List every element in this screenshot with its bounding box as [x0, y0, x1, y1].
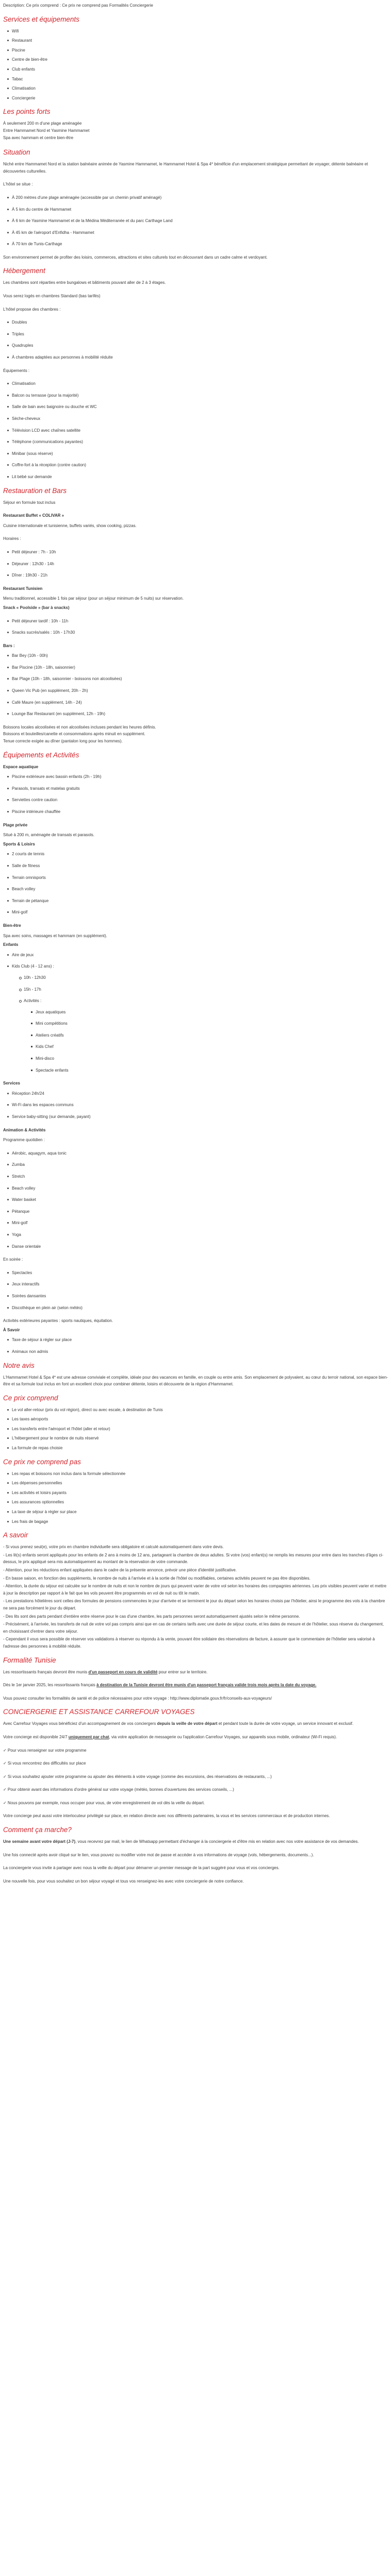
list-item: Mini-disco — [27, 1055, 388, 1062]
list-item: Quadruples — [3, 342, 388, 349]
ne-comprend-list — [3, 1470, 388, 1526]
list-item: 15h - 17h — [15, 986, 388, 993]
enfants-list — [3, 952, 388, 1074]
room-equipment-list — [3, 380, 388, 480]
activites-title: Équipements et Activités — [3, 751, 79, 759]
restauration-paragraph: Horaires : — [3, 536, 21, 541]
list-item: À chambres adaptées aux personnes à mobilité réduite — [3, 354, 388, 361]
points-forts-title: Les points forts — [3, 108, 51, 116]
list-item: Aire de jeux — [3, 952, 388, 959]
list-item: Piscine extérieure avec bassin enfants (2h - 19h) — [3, 773, 388, 781]
formalite-emphasis: d'un passeport en cours de validité — [88, 1669, 158, 1674]
list-item: Bar Piscine (10h - 18h, saisonnier) — [3, 664, 388, 671]
tunisian-restaurant-heading: Restaurant Tunisien — [3, 586, 43, 591]
restauration-paragraph: Cuisine internationale et tunisienne, buffets variés, show cooking, pizzas. — [3, 523, 137, 528]
savoir-paragraph: - Attention, pour les réductions enfant appliquées dans le cadre de la présente annonce, prévoir une pièce d'identité justificative. — [3, 1568, 237, 1572]
conciergerie-paragraph — [3, 1734, 388, 1741]
list-item: Sèche-cheveux — [3, 415, 388, 422]
bien-etre-paragraph: Spa avec soins, massages et hammam (en supplément). — [3, 933, 107, 938]
list-item: Zumba — [3, 1161, 388, 1168]
services-title: Services et équipements — [3, 15, 79, 23]
list-item: Parasols, transats et matelas gratuits — [3, 785, 388, 792]
hebergement-title: Hébergement — [3, 267, 45, 275]
a-savoir-list — [3, 1336, 388, 1355]
conciergerie-text: Avec Carrefour Voyages vous bénéficiez d'un accompagnement de vos conciergers — [3, 1721, 157, 1726]
list-item: Tabac — [3, 76, 388, 83]
list-item: 2 courts de tennis — [3, 851, 388, 858]
kids-activities-list — [27, 1009, 388, 1074]
comment-paragraph: Une fois connecté après avoir cliqué sur le lien, vous pouvez ou modifier votre mot de passe et accéder à vos informations de voyage (vols, hébergements, documents...). — [3, 1852, 314, 1857]
snack-list — [3, 618, 388, 636]
formalite-paragraph — [3, 1682, 388, 1689]
hebergement-paragraph: Vous serez logés en chambres Standard (bas tarifés) — [3, 294, 101, 299]
list-item: Jeux interactifs — [3, 1281, 388, 1288]
comment-paragraph: La conciergerie vous invite à partager avec nous la veille du départ pour démarrer un premier message de la part suggéré pour vous et vos concierges. — [3, 1866, 280, 1871]
list-item: Restaurant — [3, 37, 388, 44]
list-item: Pétanque — [3, 1208, 388, 1215]
list-item: Water basket — [3, 1196, 388, 1204]
list-item: À 70 km de Tunis-Carthage — [3, 241, 388, 248]
kids-club-label: Kids Club (4 - 12 ans) : — [12, 964, 54, 969]
hebergement-paragraph: L'hôtel propose des chambres : — [3, 307, 61, 312]
formalite-text: Dès le 1er janvier 2025, les ressortissants français — [3, 1683, 96, 1688]
animation-heading: Animation & Activités — [3, 1127, 46, 1132]
bars-list — [3, 652, 388, 718]
list-item: Snacks sucrés/salés : 10h - 17h30 — [3, 629, 388, 636]
list-item: À 200 mètres d'une plage aménagée (accessible par un chemin privatif aménagé) — [3, 194, 388, 201]
conciergerie-check-item: ✓ Pour vous renseigner sur votre programme — [3, 1748, 87, 1753]
activites-paragraph: Activités extérieures payantes : sports nautiques, équitation. — [3, 1318, 113, 1324]
conciergerie-title: CONCIERGERIE ET ASSISTANCE CARREFOUR VOYAGES — [3, 1708, 195, 1716]
note-line: Boissons et bouteilles/canette et consommations après minuit en supplément. — [3, 732, 145, 737]
list-item: Les transferts entre l'aéroport et l'hôtel (aller et retour) — [3, 1426, 388, 1433]
list-item: Réception 24h/24 — [3, 1090, 388, 1097]
soiree-list — [3, 1269, 388, 1311]
comment-paragraph: Une nouvelle fois, pour vous souhaitez un bon séjour voyagé et tous vos renseignez-les avec votre conciergerie de notre confiance. — [3, 1878, 244, 1884]
savoir-paragraph: - Des lits sont des parts pendant d'entière entre réserve pour le cas d'une chambre, les parts personnes seront automatiquement ajustés selon le même personne. — [3, 1614, 300, 1619]
formalite-text: pour entrer sur le territoire. — [157, 1669, 208, 1674]
sports-list — [3, 851, 388, 916]
restauration-paragraph: Séjour en formule tout inclus — [3, 500, 56, 505]
savoir-paragraph: - En basse saison, en fonction des suppléments, le nombre de nuits à l'arrivée et à la sortie de l'hôtel ou modifiables, certaines activités peuvent ne pas être disponibles. — [3, 1575, 311, 1581]
list-item: Les frais de bagage — [3, 1518, 388, 1526]
kids-activities-label: Activités : — [24, 998, 42, 1004]
list-item: Piscine — [3, 47, 388, 54]
points-forts-line: Entre Hammamet Nord et Yasmine Hammamet — [3, 128, 90, 133]
list-item: Taxe de séjour à régler sur place — [3, 1336, 388, 1344]
list-item: Ateliers créatifs — [27, 1032, 388, 1039]
conciergerie-text: et pendant toute la durée de votre voyage, un service innovant et exclusif. — [217, 1721, 354, 1726]
list-item: Télévision LCD avec chaînes satellite — [3, 427, 388, 434]
situation-paragraph: L'hôtel se situe : — [3, 182, 33, 187]
buffet-hours-list — [3, 549, 388, 579]
list-item: Bar Plage (10h - 18h, saisonnier - boissons non alcoolisées) — [3, 675, 388, 683]
list-item: Kids Chef — [27, 1043, 388, 1050]
list-item: Serviettes contre caution — [3, 796, 388, 804]
list-item: Spectacle enfants — [27, 1067, 388, 1074]
list-item: Déjeuner : 12h30 - 14h — [3, 561, 388, 568]
list-item: Triples — [3, 331, 388, 338]
list-item: Lit bébé sur demande — [3, 473, 388, 481]
comment-paragraph — [3, 1838, 388, 1845]
hebergement-paragraph: Les chambres sont réparties entre bungalows et bâtiments pouvant aller de 2 à 3 étages. — [3, 280, 166, 285]
list-item: La taxe de séjour à régler sur place — [3, 1509, 388, 1516]
list-item: Climatisation — [3, 85, 388, 92]
snack-heading: Snack « Poolside » (bar à snacks) — [3, 605, 70, 610]
restauration-notes — [3, 724, 388, 745]
conciergerie-text: Votre concierge est disponible 24/7 — [3, 1734, 69, 1739]
list-item: Spectacles — [3, 1269, 388, 1277]
list-item: Beach volley — [3, 1185, 388, 1192]
list-item: Coffre-fort à la réception (contre caution) — [3, 462, 388, 469]
points-forts-text — [3, 120, 388, 141]
list-item: Wi-Fi dans les espaces communs — [3, 1101, 388, 1109]
avis-title: Notre avis — [3, 1361, 35, 1369]
plage-heading: Plage privée — [3, 822, 28, 827]
list-item: Queen Vic Pub (en supplément, 20h - 2h) — [3, 687, 388, 694]
list-item — [15, 997, 388, 1074]
savoir-paragraph: - Les lit(s) enfants seront appliqués pour les enfants de 2 ans à moins de 12 ans, partageant la chambre de deux adultes. Si votre (vos) enfant(s) ne remplis les mesures pour entre dans les tranches d'âges ci-dessus, le prix appliqué sera mis automatiquement au montant de la réservation de votre commande. — [3, 1552, 384, 1565]
espace-aquatique-list — [3, 773, 388, 815]
list-item: Discothèque en plein air (selon météo) — [3, 1304, 388, 1312]
bars-heading: Bars : — [3, 643, 15, 648]
list-item: Beach volley — [3, 886, 388, 893]
list-item: Terrain omnisports — [3, 874, 388, 882]
plage-paragraph: Situé à 200 m, aménagée de transats et parasols. — [3, 833, 94, 838]
situation-paragraph: Son environnement permet de profiter des loisirs, commerces, attractions et sites culturels tout en découvrant dans un cadre calme et verdoyant. — [3, 255, 268, 260]
list-item: Service baby-sitting (sur demande, payant) — [3, 1113, 388, 1121]
points-forts-line: Spa avec hammam et centre bien-être — [3, 135, 74, 140]
list-item: Yoga — [3, 1231, 388, 1239]
avis-paragraph: L'Hammamet Hotel & Spa 4* est une adresse conviviale et complète, idéale pour des vacances en famille, en couple ou entre amis. Son emplacement de polyvalent, au cœur du terroir national, son espace bien-être et sa formule tout inclus en font un excellent choix pour combiner détente, loisirs et découverte de la région d'Hammamet. — [3, 1375, 388, 1387]
list-item: Les dépenses personnelles — [3, 1480, 388, 1487]
savoir-paragraph: - Si vous prenez seul(e), votre prix en chambre individuelle sera obligatoire et calculé automatiquement dans votre devis. — [3, 1545, 224, 1550]
list-item: Le vol aller-retour (prix du vol région), direct ou avec escale, à destination de Tunis — [3, 1406, 388, 1414]
list-item: Bar Bey (10h - 00h) — [3, 652, 388, 659]
list-item: Salle de bain avec baignoire ou douche et WC — [3, 403, 388, 411]
points-forts-line: À seulement 200 m d'une plage aménagée — [3, 121, 82, 126]
hotel-services-list — [3, 1090, 388, 1121]
room-types-list — [3, 319, 388, 361]
kids-hours-list — [15, 974, 388, 1074]
conciergerie-emphasis: depuis la veille de votre départ — [157, 1721, 218, 1726]
sports-heading: Sports & Loisirs — [3, 841, 35, 846]
savoir-paragraph: - Précisément, à l'arrivée, les transferts de nuit de votre vol pas compris ainsi que en cas de certains tarifs avec une durée de séjour courte, et les dates de mesure et de l'hôtelier, sous réserve du changement, en choisissant d'entrer dans votre séjour. — [3, 1622, 384, 1634]
list-item: Les assurances optionnelles — [3, 1499, 388, 1506]
list-item: Club enfants — [3, 66, 388, 73]
list-item: Petit déjeuner : 7h - 10h — [3, 549, 388, 556]
list-item: Animaux non admis — [3, 1348, 388, 1355]
animation-paragraph: Programme quotidien : — [3, 1138, 45, 1143]
bien-etre-heading: Bien-être — [3, 923, 21, 928]
situation-paragraph: Niché entre Hammamet Nord et la station balnéaire animée de Yasmine Hammamet, le Hammamet Hotel & Spa 4* bénéficie d'un emplacement stratégique permettant de voyager, détente balnéaire et découvertes culturelles. — [3, 162, 368, 174]
list-item — [3, 963, 388, 1074]
comment-text: , vous recevrez par mail, le lien de Whatsapp permettant d'échanger à la conciergerie et d'être mis en relation avec nos votre assistance de vos demandes. — [75, 1839, 359, 1844]
conciergerie-check-item: ✓ Pour obtenir avant des informations d'ordre général sur votre voyage (météo, bonnes d'ouvertures des services conseils, ...) — [3, 1787, 234, 1792]
situation-title: Situation — [3, 148, 30, 157]
conciergerie-check-item: ✓ Si vous souhaitez ajouter votre programme ou ajouter des éléments à votre voyage (comme des excursions, des réservations de restaurants, ...) — [3, 1774, 272, 1779]
list-item: Terrain de pétanque — [3, 897, 388, 905]
list-item: À 45 km de l'aéroport d'Enfidha - Hammamet — [3, 229, 388, 236]
list-item: Wifi — [3, 28, 388, 35]
list-item: Les repas et boissons non inclus dans la formule sélectionnée — [3, 1470, 388, 1478]
restauration-paragraph: Menu traditionnel, accessible 1 fois par séjour (pour un séjour minimum de 5 nuits) sur réservation. — [3, 596, 184, 601]
comment-emphasis: Une semaine avant votre départ (J-7) — [3, 1839, 76, 1844]
list-item: Dîner : 19h30 - 21h — [3, 572, 388, 579]
list-item: À 5 km du centre de Hammamet — [3, 206, 388, 213]
list-item: À 6 km de Yasmine Hammamet et de la Médina Méditerranée et du parc Carthage Land — [3, 217, 388, 225]
soiree-label: En soirée : — [3, 1257, 23, 1262]
formalite-text: Les ressortissants français devront être munis — [3, 1669, 89, 1674]
list-item: Stretch — [3, 1173, 388, 1180]
note-line: Boissons locales alcoolisées et non alcoolisées incluses pendant les heures définis. — [3, 724, 156, 730]
conciergerie-text: , via votre application de messagerie ou l'application Carrefour Voyages, sur appareils sous mobile, ordinateur (Wi-Fi requis). — [109, 1734, 337, 1739]
list-item: Les taxes aéroports — [3, 1416, 388, 1423]
list-item: Minibar (sous réserve) — [3, 450, 388, 457]
savoir-paragraph: - Attention, la durée du séjour est calculée sur le nombre de nuits et non le nombre de jours qui peuvent varier de votre vol selon les horaires des compagnies aériennes. Les prix visibles peuvent varier et mettre à jour la description par rapport à le fait que les vols peuvent être programmés en vol de nuit ou tôt le matin. — [3, 1584, 387, 1596]
conciergerie-paragraph: Votre concierge peut aussi votre interlocuteur privilégié sur place, en relation directe avec nos différents partenaires, la vous et les services commerciaux et de production internes. — [3, 1814, 330, 1819]
enfants-heading: Enfants — [3, 942, 19, 947]
conciergerie-emphasis: uniquement par chat — [68, 1734, 109, 1739]
list-item: Mini-golf — [3, 909, 388, 916]
a-savoir-heading: À Savoir — [3, 1327, 20, 1332]
list-item: Les activités et loisirs payants — [3, 1489, 388, 1497]
list-item: Aérobic, aquagym, aqua tonic — [3, 1150, 388, 1157]
list-item: Conciergerie — [3, 95, 388, 102]
list-item: Centre de bien-être — [3, 56, 388, 63]
formalite-emphasis: à destination de la Tunisie devront être munis d'un passeport français valide trois mois après la date du voyage. — [96, 1683, 317, 1688]
savoir-paragraph: - Les prestations hôtelières sont celles des formules de pensions commencées le jour d'arrivée et se terminent le jour du départ selon les horaires choisis par l'hôtelier, ainsi le programme des vols à la chambre ne sera pas forcément le jour du départ. — [3, 1599, 385, 1611]
list-item: Téléphone (communications payantes) — [3, 438, 388, 446]
ne-comprend-title: Ce prix ne comprend pas — [3, 1458, 81, 1466]
services-list — [3, 28, 388, 102]
note-line: Tenue correcte exigée au dîner (pantalon long pour les hommes). — [3, 739, 123, 744]
list-item: Mini-golf — [3, 1219, 388, 1227]
hebergement-paragraph: Équipements : — [3, 368, 30, 373]
list-item: La formule de repas choisie — [3, 1445, 388, 1452]
buffet-heading: Restaurant Buffet « COLIVAR » — [3, 513, 64, 518]
comprend-list — [3, 1406, 388, 1452]
comprend-title: Ce prix comprend — [3, 1394, 58, 1402]
formalite-title: Formalité Tunisie — [3, 1656, 56, 1664]
list-item: 10h - 12h30 — [15, 974, 388, 981]
list-item: Café Maure (en supplément, 14h - 24) — [3, 699, 388, 706]
services-heading: Services — [3, 1081, 20, 1086]
intro-line: Description: Ce prix comprend : Ce prix ne comprend pas Formalités Conciergerie — [3, 3, 153, 8]
list-item: Danse orientale — [3, 1243, 388, 1250]
comment-title: Comment ça marche? — [3, 1826, 72, 1834]
situation-list — [3, 194, 388, 248]
list-item: Salle de fitness — [3, 862, 388, 870]
savoir-title: A savoir — [3, 1531, 28, 1539]
list-item: Mini compétitions — [27, 1020, 388, 1027]
formalite-paragraph — [3, 1669, 388, 1676]
espace-aquatique-heading: Espace aquatique — [3, 764, 39, 769]
conciergerie-paragraph — [3, 1720, 388, 1727]
list-item: Lounge Bar Restaurant (en supplément, 12h - 19h) — [3, 710, 388, 718]
list-item: Jeux aquatiques — [27, 1009, 388, 1016]
conciergerie-check-item: ✓ Nous pouvons par exemple, nous occuper pour vous, de votre enregistrement de vol dès la veille du départ. — [3, 1800, 205, 1805]
list-item: Balcon ou terrasse (pour la majorité) — [3, 392, 388, 399]
restauration-title: Restauration et Bars — [3, 486, 67, 495]
list-item: Piscine intérieure chauffée — [3, 808, 388, 816]
animation-list — [3, 1150, 388, 1250]
list-item: Climatisation — [3, 380, 388, 387]
savoir-paragraph: - Cependant il vous sera possible de réserver vos validations à réserver ou répondu à la vente, pouvant être solidaire des réservations de facture, à assurer que le commentaire de l'hôtelier sera valorisé à l'adresse des personnes à mobilité réduite. — [3, 1637, 375, 1649]
list-item: Doubles — [3, 319, 388, 326]
list-item: L'hébergement pour le nombre de nuits réservé — [3, 1435, 388, 1442]
conciergerie-check-item: ✓ Si vous rencontrez des difficultés sur place — [3, 1761, 86, 1766]
list-item: Soirées dansantes — [3, 1293, 388, 1300]
formalite-paragraph: Vous pouvez consulter les formalités de santé et de police nécessaires pour votre voyage : http://www.diplomatie.gouv.fr/fr/conseils-aux-voyageurs/ — [3, 1696, 272, 1701]
list-item: Petit déjeuner tardif : 10h - 11h — [3, 618, 388, 625]
